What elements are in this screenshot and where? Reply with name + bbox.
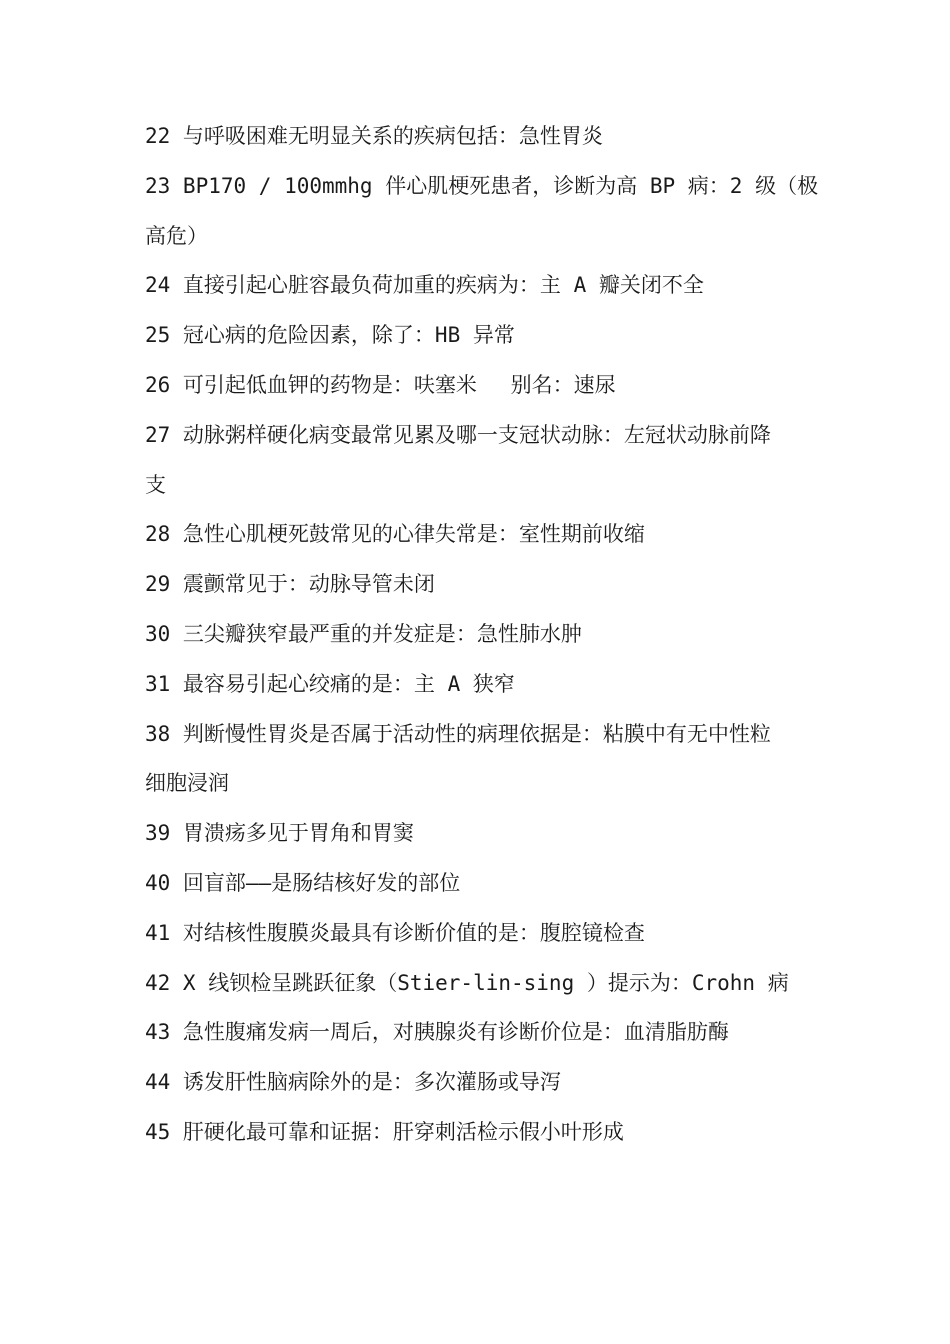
text-line: 30 三尖瓣狭窄最严重的并发症是：急性肺水肿: [145, 621, 582, 646]
text-line: 高危）: [145, 223, 208, 248]
text-line: 25 冠心病的危险因素，除了：HB 异常: [145, 323, 515, 348]
text-line: 45 肝硬化最可靠和证据：肝穿刺活检示假小叶形成: [145, 1119, 624, 1144]
text-line: 23 BP170 / 100mmhg 伴心肌梗死患者，诊断为高 BP 病：2 级（极: [145, 173, 819, 198]
text-line: 43 急性腹痛发病一周后，对胰腺炎有诊断价位是：血清脂肪酶: [145, 1020, 729, 1045]
text-line: 29 震颤常见于：动脉导管未闭: [145, 572, 435, 597]
text-line: 38 判断慢性胃炎是否属于活动性的病理依据是：粘膜中有无中性粒: [145, 721, 771, 746]
text-line: 细胞浸润: [145, 771, 229, 796]
text-line: 27 动脉粥样硬化病变最常见累及哪一支冠状动脉：左冠状动脉前降: [145, 422, 771, 447]
text-line: 39 胃溃疡多见于胃角和胃窦: [145, 821, 414, 846]
text-line: 支: [145, 472, 166, 497]
text-line: 41 对结核性腹膜炎最具有诊断价值的是：腹腔镜检查: [145, 920, 645, 945]
text-line: 22 与呼吸困难无明显关系的疾病包括：急性胃炎: [145, 124, 603, 148]
text-line: 42 X 线钡检呈跳跃征象（Stier-lin-sing ）提示为：Crohn 病: [145, 970, 789, 995]
text-line: 31 最容易引起心绞痛的是：主 A 狭窄: [145, 671, 515, 696]
text-line: 44 诱发肝性脑病除外的是：多次灌肠或导泻: [145, 1070, 561, 1095]
text-line: 26 可引起低血钾的药物是：呋塞米 别名：速尿: [145, 372, 616, 397]
document-body: [145, 112, 819, 1158]
text-line: 40 回盲部——是肠结核好发的部位: [145, 870, 461, 895]
text-line: 28 急性心肌梗死鼓常见的心律失常是：室性期前收缩: [145, 522, 645, 547]
text-line: 24 直接引起心脏容最负荷加重的疾病为：主 A 瓣关闭不全: [145, 273, 704, 298]
